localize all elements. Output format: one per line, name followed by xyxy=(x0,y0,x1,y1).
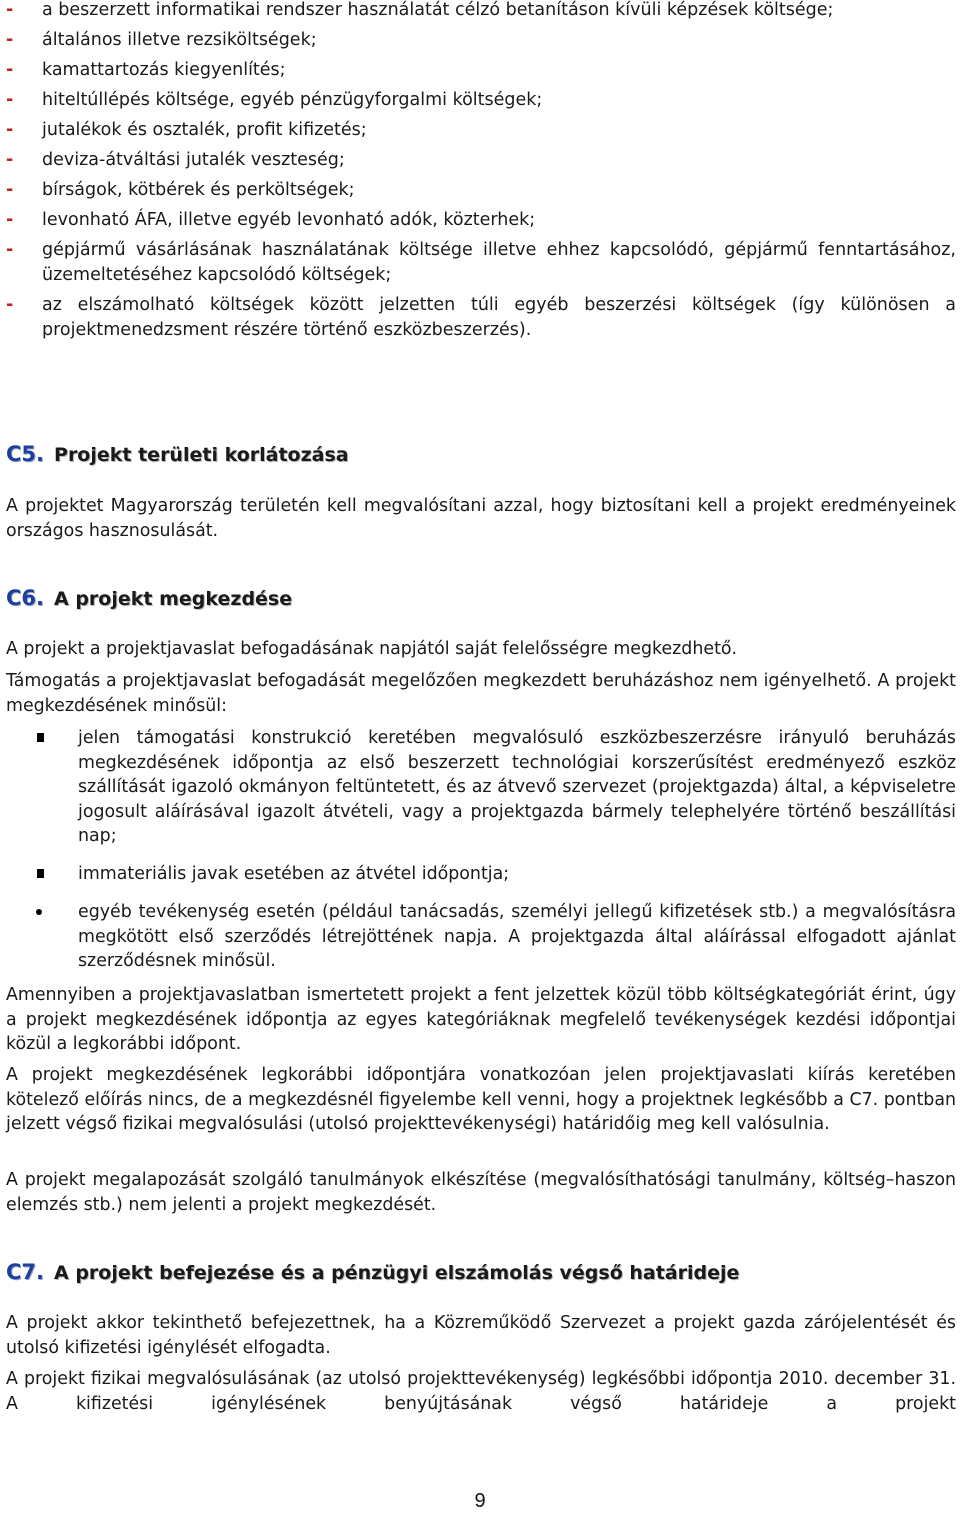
list-item: - általános illetve rezsiköltségek; xyxy=(6,28,956,53)
bullet-list xyxy=(6,862,956,887)
section-title: Projekt területi korlátozása xyxy=(54,444,349,466)
list-item: - gépjármű vásárlásának használatának költsége illetve ehhez kapcsolódó, gépjármű fenntartásához, üzemeltetéséhez kapcsolódó költségek; xyxy=(6,240,956,285)
bullet-list xyxy=(6,900,956,974)
round-bullet-icon xyxy=(36,909,42,915)
square-bullet-icon xyxy=(37,869,44,878)
list-item: - deviza-átváltási jutalék veszteség; xyxy=(6,148,956,173)
dash-bullet: - xyxy=(6,150,14,170)
paragraph: A projektet Magyarország területén kell megvalósítani azzal, hogy biztosítani kell a projekt eredményeinek országos hasznosulását. xyxy=(6,496,956,541)
paragraph: A projekt akkor tekinthető befejezettnek, ha a Közreműködő Szervezet a projekt gazda zárójelentését és utolsó kifizetési igénylését elfogadta. xyxy=(6,1313,956,1358)
paragraph: A projekt a projektjavaslat befogadásának napjától saját felelősségre megkezdhető. xyxy=(6,639,738,659)
section-code: C6. xyxy=(6,586,45,610)
cost-list xyxy=(6,0,956,348)
paragraph: A projekt megalapozását szolgáló tanulmányok elkészítése (megvalósíthatósági tanulmány, költség–haszon elemzés stb.) nem jelenti a projekt megkezdését. xyxy=(6,1170,956,1215)
list-item: - hiteltúllépés költsége, egyéb pénzügyforgalmi költségek; xyxy=(6,88,956,113)
square-bullet-icon xyxy=(37,733,44,742)
section-heading-c5 xyxy=(6,442,349,466)
paragraph: Támogatás a projektjavaslat befogadását megelőzően megkezdett beruházáshoz nem igényelhető. A projekt megkezdésének minősül: xyxy=(6,671,956,716)
dash-bullet: - xyxy=(6,60,14,80)
section-code: C5. xyxy=(6,442,45,466)
page-number: 9 xyxy=(474,1490,486,1512)
dash-bullet: - xyxy=(6,30,14,50)
section-heading-c7 xyxy=(6,1260,739,1284)
list-item: - a beszerzett informatikai rendszer használatát célzó betanításon kívüli képzések költsége; xyxy=(6,0,956,23)
list-item: - levonható ÁFA, illetve egyéb levonható adók, közterhek; xyxy=(6,208,956,233)
paragraph: A projekt megkezdésének legkorábbi időpontjára vonatkozóan jelen projektjavaslati kiírás keretében kötelező előírás nincs, de a megkezdésnél figyelembe kell venni, hogy a projektnek legkésőbb a C7. pontban jelzett végső fizikai megvalósulási (utolsó projekttevékenységi) határidőig meg kell valósulnia. xyxy=(6,1065,956,1134)
section-title: A projekt befejezése és a pénzügyi elszámolás végső határideje xyxy=(54,1262,740,1284)
paragraph: A projekt fizikai megvalósulásának (az utolsó projekttevékenység) legkésőbbi időpontja 2010. december 31. A kifizetési igénylésének benyújtásának végső határideje a projekt xyxy=(6,1369,956,1414)
paragraph: Amennyiben a projektjavaslatban ismertetett projekt a fent jelzettek közül több költségkategóriát érint, úgy a projekt megkezdésének időpontja az egyes kategóriáknak megfelelő tevékenységek kezdési időpontjai közül a legkorábbi időpont. xyxy=(6,985,956,1054)
list-item: - bírságok, kötbérek és perköltségek; xyxy=(6,178,956,203)
bullet-list xyxy=(6,726,956,849)
dash-bullet: - xyxy=(6,295,14,315)
dash-bullet: - xyxy=(6,90,14,110)
list-item: - jutalékok és osztalék, profit kifizetés; xyxy=(6,118,956,143)
list-item: - kamattartozás kiegyenlítés; xyxy=(6,58,956,83)
list-item: immateriális javak esetében az átvétel időpontja; xyxy=(6,862,956,887)
list-item: jelen támogatási konstrukció keretében megvalósuló eszközbeszerzésre irányuló beruházás megkezdésének időpontja az első beszerzett technológiai korszerűsítést eredményező eszköz szállítását igazoló okmányon feltüntetett, és az átvevő szervezet (projektgazda) által, a képviseletre jogosult aláírásával igazolt átvételi, vagy a projektgazda bármely telephelyére történő beszállítási nap; xyxy=(6,726,956,849)
section-code: C7. xyxy=(6,1260,45,1284)
list-item: - az elszámolható költségek között jelzetten túli egyéb beszerzési költségek (így különösen a projektmenedzsment részére történő eszközbeszerzés). xyxy=(6,295,956,340)
dash-bullet: - xyxy=(6,120,14,140)
list-item: egyéb tevékenység esetén (például tanácsadás, személyi jellegű kifizetések stb.) a megvalósításra megkötött első szerződés létrejöttének napja. A projektgazda által aláírással elfogadott ajánlat szerződésnek minősül. xyxy=(6,900,956,974)
dash-bullet: - xyxy=(6,240,14,260)
dash-bullet: - xyxy=(6,0,14,20)
dash-bullet: - xyxy=(6,180,14,200)
section-title: A projekt megkezdése xyxy=(54,588,293,610)
dash-bullet: - xyxy=(6,210,14,230)
section-heading-c6 xyxy=(6,586,292,610)
